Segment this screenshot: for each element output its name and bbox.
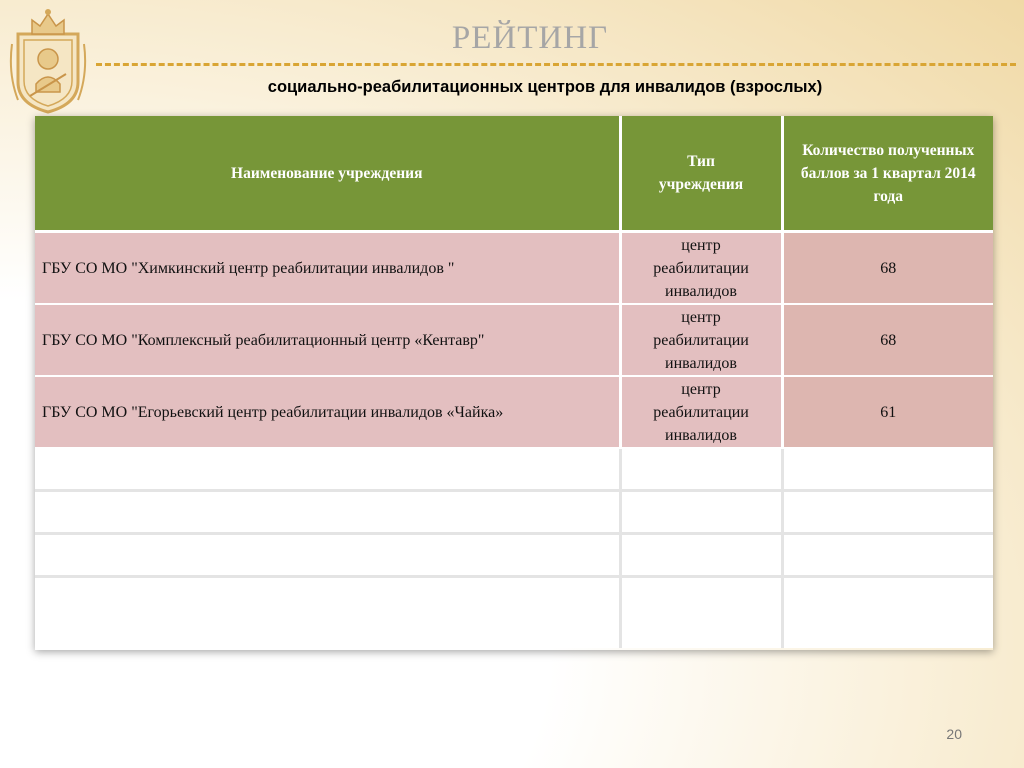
row-type bbox=[620, 232, 782, 305]
title-divider bbox=[96, 63, 1016, 66]
empty-row bbox=[35, 577, 993, 649]
empty-cell bbox=[35, 534, 620, 577]
empty-cell bbox=[782, 534, 993, 577]
column-header-score-label: Количество полученных баллов за 1 квартал 2014 года bbox=[800, 141, 976, 205]
row-type-label: центр реабилитации инвалидов bbox=[653, 236, 749, 300]
row-type bbox=[620, 304, 782, 376]
row-name: ГБУ СО МО "Комплексный реабилитационный центр «Кентавр" bbox=[35, 304, 620, 376]
empty-cell bbox=[782, 491, 993, 534]
slide-subtitle: социально-реабилитационных центров для инвалидов (взрослых) bbox=[267, 78, 823, 96]
row-score: 68 bbox=[782, 304, 993, 376]
row-type bbox=[620, 376, 782, 448]
page-number: 20 bbox=[946, 726, 962, 742]
row-type-label: центр реабилитации инвалидов bbox=[653, 380, 749, 444]
row-name: ГБУ СО МО "Химкинский центр реабилитации инвалидов " bbox=[35, 232, 620, 305]
empty-cell bbox=[782, 448, 993, 491]
row-score: 61 bbox=[782, 376, 993, 448]
empty-cell bbox=[35, 491, 620, 534]
row-name bbox=[35, 376, 620, 448]
table-row bbox=[35, 232, 993, 305]
empty-cell bbox=[35, 577, 620, 649]
empty-cell bbox=[620, 491, 782, 534]
column-header-type bbox=[620, 116, 782, 232]
column-header-name: Наименование учреждения bbox=[35, 116, 620, 232]
table-row bbox=[35, 376, 993, 448]
row-name-label: ГБУ СО МО "Егорьевский центр реабилитации инвалидов «Чайка» bbox=[42, 403, 504, 421]
row-score: 68 bbox=[782, 232, 993, 305]
empty-row bbox=[35, 534, 993, 577]
table-header-row bbox=[35, 116, 993, 232]
empty-cell bbox=[782, 577, 993, 649]
empty-cell bbox=[35, 448, 620, 491]
column-header-score bbox=[782, 116, 993, 232]
table-row bbox=[35, 304, 993, 376]
slide-title: РЕЙТИНГ bbox=[451, 20, 609, 56]
row-type-label: центр реабилитации инвалидов bbox=[653, 308, 749, 372]
column-header-type-label: Тип учреждения bbox=[658, 153, 744, 193]
empty-row bbox=[35, 448, 993, 491]
empty-cell bbox=[620, 577, 782, 649]
empty-row bbox=[35, 491, 993, 534]
rating-table bbox=[35, 116, 993, 650]
empty-cell bbox=[620, 448, 782, 491]
empty-cell bbox=[620, 534, 782, 577]
